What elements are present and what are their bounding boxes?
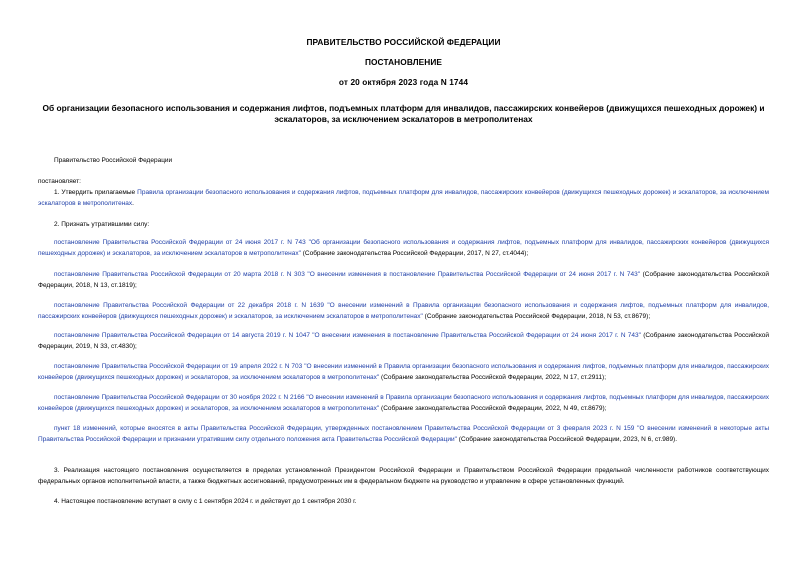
document-title: Об организации безопасного использования и содержания лифтов, подъемных платформ для инвалидов, пассажирских конвейеров (движущихся пешеходных дорожек) и эскалаторов, за исключением эскалаторов в метрополитенах — [42, 103, 765, 124]
repealed-source: (Собрание законодательства Российской Федерации, 2019, N 33, ст.4830); — [38, 332, 769, 350]
document-type: ПОСТАНОВЛЕНИЕ — [364, 57, 443, 67]
item-1 — [38, 188, 769, 209]
repealed-act-link[interactable]: постановление Правительства Российской Федерации от 19 апреля 2022 г. N 703 "О внесении изменений в Правила организации безопасного использования и содержания лифтов, подъемных платформ для инвалидов, пассажирских конвейеров (движущихся пешеходных дорожек) и эскалаторов, за исключением эскалаторов в метрополитенах" — [38, 363, 769, 381]
repealed-source: (Собрание законодательства Российской Федерации, 2018, N 13, ст.1819); — [38, 271, 769, 289]
repealed-source: (Собрание законодательства Российской Федерации, 2022, N 49, ст.8679); — [379, 404, 607, 412]
item-4: 4. Настоящее постановление вступает в силу с 1 сентября 2024 г. и действует до 1 сентября 2030 г. — [54, 498, 357, 505]
repealed-source: (Собрание законодательства Российской Федерации, 2018, N 53, ст.8679); — [422, 312, 651, 320]
repealed-source: (Собрание законодательства Российской Федерации, 2017, N 27, ст.4044); — [300, 249, 529, 257]
intro-text: Правительство Российской Федерации — [54, 157, 173, 164]
item-2: 2. Признать утратившими силу: — [54, 221, 150, 228]
repealed-act-link[interactable]: постановление Правительства Российской Федерации от 14 августа 2019 г. N 1047 "О внесении изменения в постановление Правительства Российской Федерации от 24 июня 2017 г. N 743" — [54, 332, 641, 339]
repealed-item — [38, 238, 769, 259]
document-date-number: от 20 октября 2023 года N 1744 — [338, 77, 469, 87]
government-heading: ПРАВИТЕЛЬСТВО РОССИЙСКОЙ ФЕДЕРАЦИИ — [306, 37, 501, 47]
item-3: 3. Реализация настоящего постановления осуществляется в пределах установленной Президентом Российской Федерации и Правительством Российской Федерации предельной численности работников соответствующих федеральных органов исполнительной власти, а также бюджетных ассигнований, предусмотренных им в федеральном бюджете на руководство и управление в сфере установленных функций. — [38, 467, 769, 485]
rules-link[interactable]: Правила организации безопасного использования и содержания лифтов, подъемных платформ для инвалидов, пассажирских конвейеров (движущихся пешеходных дорожек) и эскалаторов, за исключением эскалаторов в метрополитенах — [38, 189, 769, 207]
repealed-item — [38, 331, 769, 352]
repealed-item — [38, 270, 769, 291]
item-1-prefix: 1. Утвердить прилагаемые — [54, 189, 138, 196]
repealed-item — [38, 301, 769, 322]
repealed-act-link[interactable]: постановление Правительства Российской Федерации от 20 марта 2018 г. N 303 "О внесении изменения в постановление Правительства Российской Федерации от 24 июня 2017 г. N 743" — [54, 271, 641, 278]
repealed-item — [38, 393, 769, 414]
repealed-source: (Собрание законодательства Российской Федерации, 2023, N 6, ст.989). — [456, 435, 678, 443]
repealed-act-link[interactable]: постановление Правительства Российской Федерации от 30 ноября 2022 г. N 2166 "О внесении изменений в Правила организации безопасного использования и содержания лифтов, подъемных платформ для инвалидов, пассажирских конвейеров (движущихся пешеходных дорожек) и эскалаторов, за исключением эскалаторов в метрополитенах" — [38, 394, 769, 412]
repealed-act-link[interactable]: постановление Правительства Российской Федерации от 24 июня 2017 г. N 743 "Об организации безопасного использования и содержания лифтов, подъемных платформ для инвалидов, пассажирских конвейеров (движущихся пешеходных дорожек) и эскалаторов, за исключением эскалаторов в метрополитенах" — [38, 239, 769, 257]
repealed-act-link[interactable]: постановление Правительства Российской Федерации от 22 декабря 2018 г. N 1639 "О внесении изменений в Правила организации безопасного использования и содержания лифтов, подъемных платформ для инвалидов, пассажирских конвейеров (движущихся пешеходных дорожек) и эскалаторов, за исключением эскалаторов в метрополитенах" — [38, 302, 769, 320]
resolves-text: постановляет: — [38, 178, 81, 185]
repealed-source: (Собрание законодательства Российской Федерации, 2022, N 17, ст.2911); — [379, 373, 607, 381]
repealed-item — [38, 424, 769, 445]
repealed-act-link[interactable]: пункт 18 изменений, которые вносятся в акты Правительства Российской Федерации, утвержденных постановлением Правительства Российской Федерации от 3 февраля 2023 г. N 159 "О внесении изменений в некоторые акты Правительства Российской Федерации и признании утратившим силу отдельного положения акта Правительства Российской Федерации" — [38, 425, 769, 443]
repealed-item — [38, 362, 769, 383]
item-1-suffix: . — [132, 199, 134, 207]
